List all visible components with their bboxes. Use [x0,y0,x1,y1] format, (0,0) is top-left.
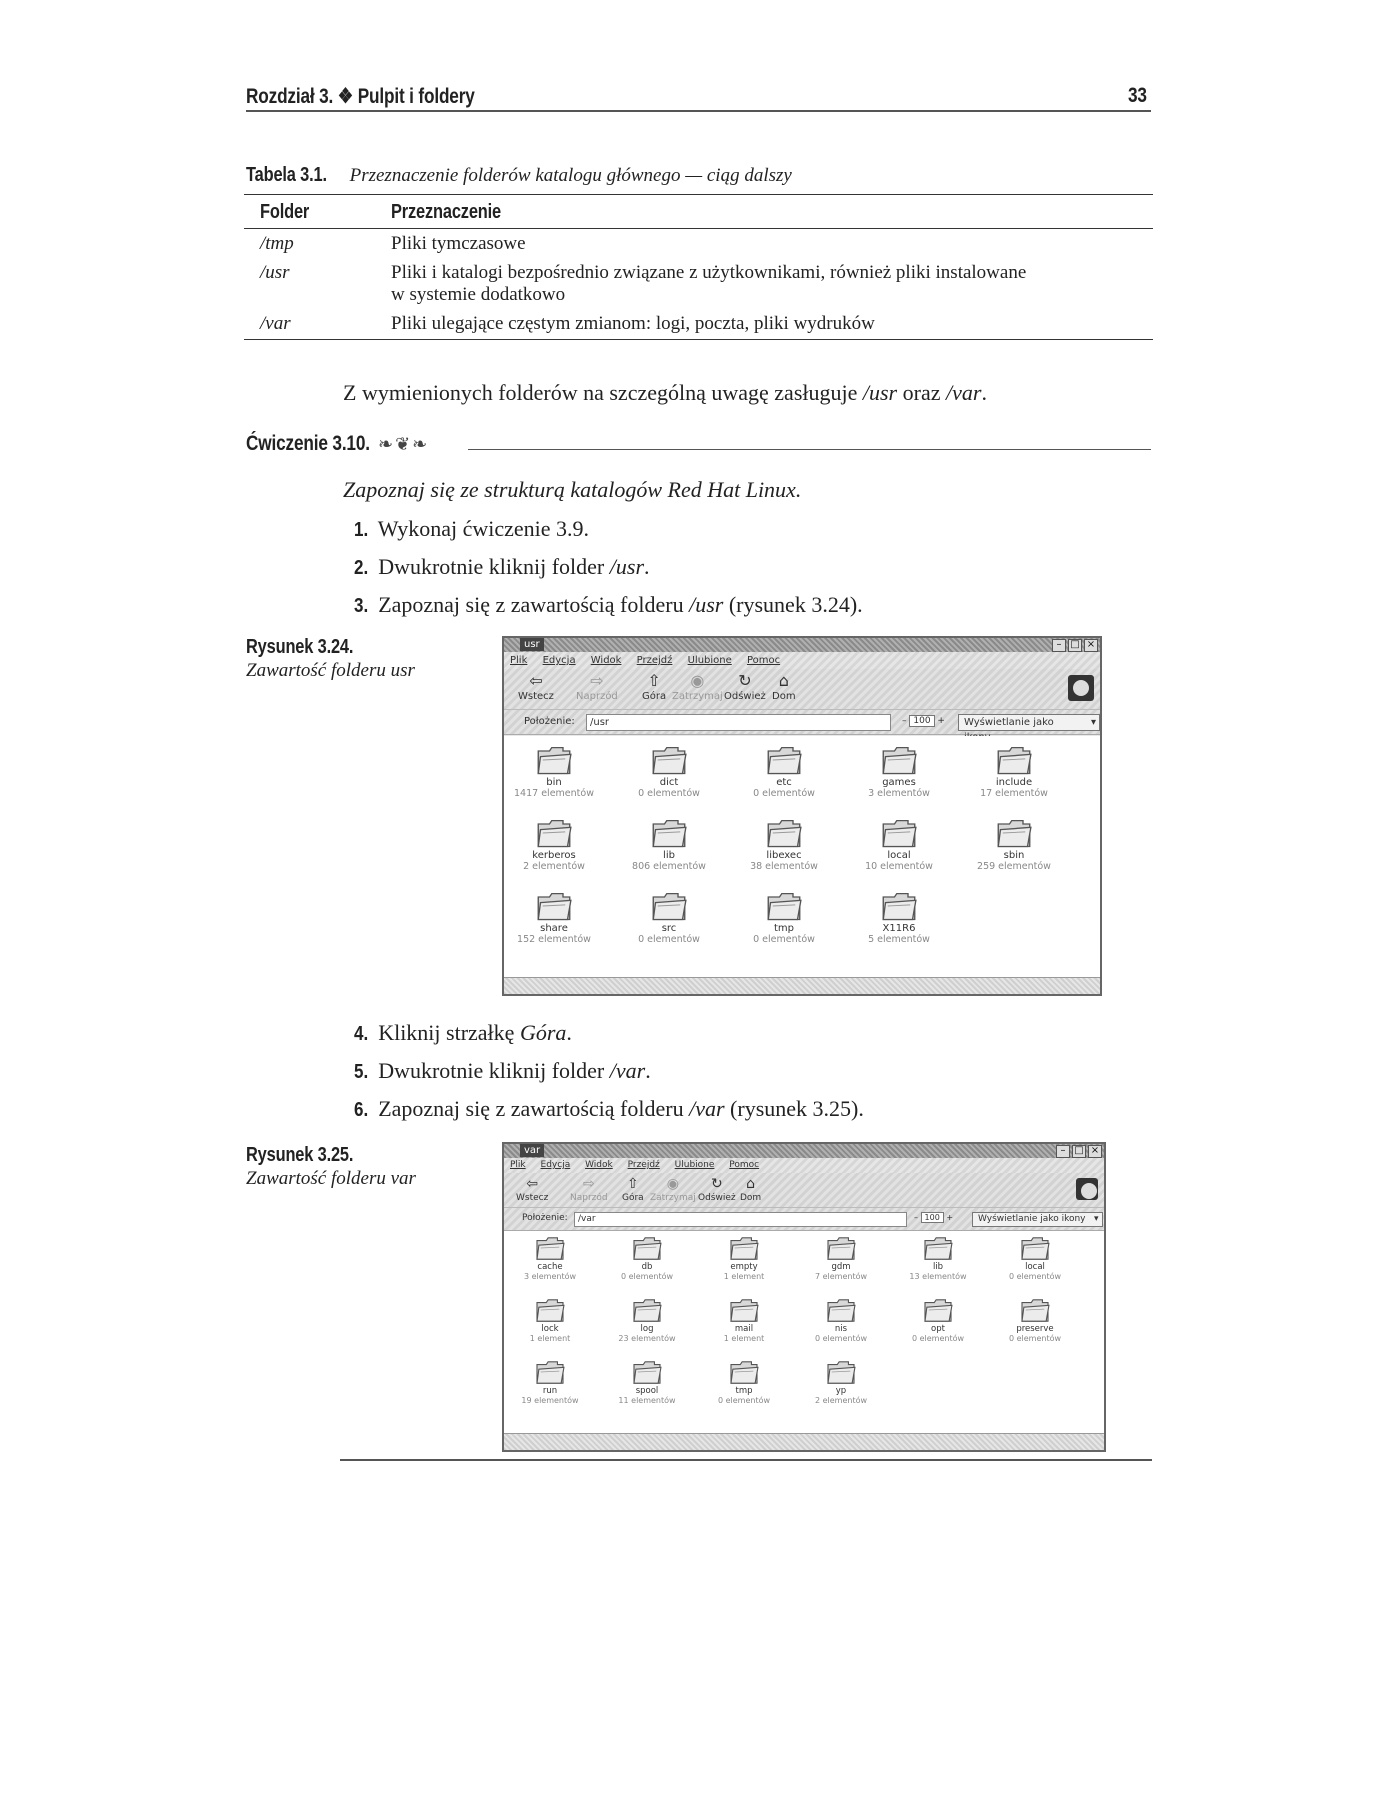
folder-icon [803,1297,879,1323]
folder-item-count: 1 element [529,1334,571,1343]
purpose-cell: Pliki ulegające częstym zmianom: logi, poczta, pliki wydruków [391,309,1153,340]
folder-icon [855,890,943,922]
stop-icon: ◉ [666,1176,679,1192]
folder-item[interactable] [855,890,943,945]
folder-icon [510,890,598,922]
view-mode-select[interactable]: Wyświetlanie jako ikony ▾ [972,1212,1103,1227]
menu-pomoc[interactable]: Pomoc [746,655,781,666]
throbber-logo-icon [1076,1178,1098,1200]
home-button[interactable]: ⌂ Dom [740,1176,762,1203]
folder-icon [625,817,713,849]
folder-item-count: 0 elementów [638,788,700,799]
folder-item-count: 19 elementów [521,1396,579,1405]
folder-item[interactable] [803,1297,879,1343]
location-input[interactable]: /usr [586,714,891,731]
ornament-icon: ❧❦❧ [378,434,430,454]
minimize-button[interactable]: – [1056,1145,1070,1158]
table-row [244,229,1153,259]
folder-item[interactable] [512,1297,588,1343]
step-3: 3. Zapoznaj się z zawartością folderu /usr (rysunek 3.24). [354,592,863,617]
menu-edycja[interactable]: Edycja [542,655,576,666]
folder-icon [997,1297,1073,1323]
folder-item-count: 1 element [723,1272,765,1281]
exercise-header [246,430,1151,460]
folder-name: lib [663,850,675,861]
folder-cell: /var [244,309,391,340]
home-icon: ⌂ [778,671,789,690]
folder-name: cache [537,1262,563,1272]
menu-widok[interactable]: Widok [590,655,622,666]
folder-item[interactable] [900,1235,976,1281]
refresh-button[interactable]: ↻ Odśwież [698,1176,736,1203]
folder-icon [512,1235,588,1261]
folder-item[interactable] [900,1297,976,1343]
menu-plik[interactable]: Plik [510,655,528,666]
folder-name: gdm [831,1262,851,1272]
location-bar [504,1208,1104,1231]
intro-paragraph: Z wymienionych folderów na szczególną uwagę zasługuje /usr oraz /var. [343,380,987,405]
folder-item-count: 2 elementów [814,1396,868,1405]
folder-icon [740,744,828,776]
folder-item[interactable] [510,744,598,799]
folder-item-count: 1417 elementów [514,788,594,799]
folder-item[interactable] [803,1235,879,1281]
view-mode-select[interactable]: Wyświetlanie jako ▾ [958,714,1100,731]
folder-icon [706,1359,782,1385]
folder-item-count: 3 elementów [523,1272,577,1281]
column-header-folder: Folder [244,195,391,229]
folder-item[interactable] [970,817,1058,872]
bottom-rule [340,1459,1152,1461]
folder-item[interactable] [625,817,713,872]
folder-item[interactable] [512,1359,588,1405]
folder-icon [740,817,828,849]
up-button[interactable]: ⇧ Góra [642,671,667,702]
refresh-icon: ↻ [710,1176,723,1192]
folder-item-count: 806 elementów [632,861,706,872]
folder-icon [510,817,598,849]
back-button[interactable]: ⇦ Wstecz [516,1176,549,1203]
step-5: 5. Dwukrotnie kliknij folder /var. [354,1058,651,1083]
throbber-logo-icon [1068,675,1094,701]
folder-item[interactable] [625,890,713,945]
arrow-left-icon: ⇦ [526,1176,539,1192]
folder-name: spool [635,1386,659,1396]
folder-name: mail [734,1324,754,1334]
toolbar [504,669,1100,710]
stop-button[interactable]: ◉ Zatrzymaj [650,1176,696,1203]
folder-item[interactable] [855,744,943,799]
toolbar [504,1173,1104,1208]
location-label: Położenie: [524,716,575,727]
minimize-button[interactable]: – [1052,639,1066,652]
folder-icon [900,1235,976,1261]
folder-item-count: 38 elementów [750,861,818,872]
folder-name: opt [931,1324,945,1334]
title-bar [504,638,1100,652]
exercise-label: Ćwiczenie 3.10. [246,432,370,455]
folder-icon [625,890,713,922]
folder-name: libexec [766,850,802,861]
table-caption-label: Tabela 3.1. [246,164,327,186]
table-caption [246,164,792,187]
arrow-right-icon: ⇨ [590,671,604,690]
folder-name: share [540,923,568,934]
folder-item-count: 10 elementów [865,861,933,872]
status-bar [504,1433,1104,1450]
folder-name: lib [932,1262,944,1272]
maximize-button[interactable]: □ [1072,1145,1086,1158]
folder-name: sbin [1003,850,1025,861]
close-button[interactable]: × [1088,1145,1102,1158]
folder-icon [740,890,828,922]
folder-icon [855,817,943,849]
folder-icon [706,1297,782,1323]
purpose-cell: Pliki tymczasowe [391,233,526,254]
folder-item-count: 7 elementów [814,1272,868,1281]
folder-item-count: 0 elementów [620,1272,674,1281]
home-button[interactable]: ⌂ Dom [772,671,796,702]
arrow-up-icon: ⇧ [647,671,661,690]
folder-item[interactable] [512,1235,588,1281]
refresh-button[interactable]: ↻ Odśwież [724,671,766,702]
figure-label: Rysunek 3.25. [246,1144,354,1166]
figure-caption: Zawartość folderu usr [246,660,415,681]
menu-pomoc[interactable]: Pomoc [729,1160,760,1170]
folder-item[interactable] [706,1359,782,1405]
folder-item-count: 11 elementów [618,1396,676,1405]
close-button[interactable]: × [1084,639,1098,652]
folder-item-count: 0 elementów [1008,1272,1062,1281]
up-button[interactable]: ⇧ Góra [622,1176,644,1203]
file-manager-window-usr [502,636,1102,996]
folder-name: nis [834,1324,848,1334]
folder-icon [609,1359,685,1385]
folder-icon [900,1297,976,1323]
step-1: 1. Wykonaj ćwiczenie 3.9. [354,516,590,541]
folder-item[interactable] [803,1359,879,1405]
status-bar [504,977,1100,994]
folder-name: local [1025,1262,1045,1272]
folder-icon [625,744,713,776]
step-2: 2. Dwukrotnie kliknij folder /usr. [354,554,650,579]
folder-item[interactable] [740,817,828,872]
folder-name: etc [776,777,792,788]
exercise-rule [468,449,1151,450]
maximize-button[interactable]: □ [1068,639,1082,652]
folder-item[interactable] [609,1359,685,1405]
folder-name: empty [730,1262,758,1272]
folder-item[interactable] [625,744,713,799]
folder-item-count: 152 elementów [517,934,591,945]
folder-name: kerberos [532,850,576,861]
folder-item[interactable] [510,890,598,945]
location-input[interactable]: /var [574,1212,907,1227]
column-header-purpose: Przeznaczenie [391,195,1153,229]
location-label: Położenie: [522,1213,568,1223]
table-header-row [244,195,1153,229]
folder-item-count: 0 elementów [911,1334,965,1343]
folder-item[interactable] [997,1235,1073,1281]
menu-bar [504,1158,1104,1173]
arrow-right-icon: ⇨ [582,1176,595,1192]
folder-item-count: 17 elementów [980,788,1048,799]
folder-item-count: 2 elementów [523,861,585,872]
folder-icon [855,744,943,776]
window-title: usr [520,638,544,651]
step-4: 4. Kliknij strzałkę Góra. [354,1020,572,1045]
folder-name: preserve [1016,1324,1054,1334]
icon-view [504,1231,1104,1434]
table-row [244,309,1153,340]
back-button[interactable]: ⇦ Wstecz [518,671,554,702]
folder-item-count: 5 elementów [868,934,930,945]
stop-button[interactable]: ◉ Zatrzymaj [672,671,723,702]
table-caption-text: Przeznaczenie folderów katalogu głównego — ciąg dalszy [349,165,792,186]
table-row [244,258,1153,309]
folder-name: yp [835,1386,847,1396]
folder-icon [706,1235,782,1261]
folder-item[interactable] [970,744,1058,799]
page-number: 33 [1128,84,1147,107]
folder-item[interactable] [706,1297,782,1343]
folder-cell: /tmp [260,233,294,254]
exercise-intro: Zapoznaj się ze strukturą katalogów Red Hat Linux. [343,477,802,502]
step-6: 6. Zapoznaj się z zawartością folderu /var (rysunek 3.25). [354,1096,864,1121]
menu-przejdz[interactable]: Przejdź [636,655,673,666]
menu-przejdz[interactable]: Przejdź [627,1160,660,1170]
folder-icon [510,744,598,776]
folder-item-count: 1 element [723,1334,765,1343]
folder-name: X11R6 [882,923,916,934]
folder-icon [512,1297,588,1323]
folder-name: tmp [773,923,794,934]
folder-icon [970,817,1058,849]
chapter-title: Rozdział 3. ❖ Pulpit i foldery [246,85,475,108]
refresh-icon: ↻ [738,671,752,690]
folder-name: tmp [735,1386,753,1396]
folder-item-count: 0 elementów [717,1396,771,1405]
forward-button[interactable]: ⇨ Naprzód [570,1176,608,1203]
folder-item[interactable] [855,817,943,872]
zoom-control[interactable]: – 100 + [914,1213,954,1222]
folder-item[interactable] [609,1235,685,1281]
folder-item-count: 13 elementów [909,1272,967,1281]
folder-item-count: 0 elementów [1008,1334,1062,1343]
folder-icon [997,1235,1073,1261]
folder-icon [609,1297,685,1323]
location-bar [504,710,1100,735]
folder-name: db [641,1262,653,1272]
folder-item-count: 0 elementów [638,934,700,945]
folder-item[interactable] [609,1297,685,1343]
menu-ulubione[interactable]: Ulubione [687,655,732,666]
folder-item[interactable] [510,817,598,872]
folder-name: dict [659,777,679,788]
folder-name: include [995,777,1033,788]
icon-view [504,736,1100,978]
folder-name: src [661,923,677,934]
folder-name: log [640,1324,654,1334]
menu-ulubione[interactable]: Ulubione [674,1160,715,1170]
folder-icon [970,744,1058,776]
folder-item[interactable] [997,1297,1073,1343]
menu-bar [504,652,1100,669]
arrow-left-icon: ⇦ [529,671,543,690]
folder-cell: /usr [260,262,290,283]
folder-item-count: 0 elementów [814,1334,868,1343]
stop-icon: ◉ [690,671,705,690]
menu-edycja[interactable]: Edycja [540,1160,571,1170]
arrow-up-icon: ⇧ [626,1176,639,1192]
folder-name: lock [541,1324,559,1334]
folder-item-count: 23 elementów [618,1334,676,1343]
file-manager-window-var [502,1142,1106,1452]
folder-item-count: 259 elementów [977,861,1051,872]
folder-icon [803,1235,879,1261]
figure-label: Rysunek 3.24. [246,636,354,658]
folder-icon [512,1359,588,1385]
menu-plik[interactable]: Plik [510,1160,526,1170]
folders-table [244,194,1153,340]
menu-widok[interactable]: Widok [585,1160,613,1170]
folder-item[interactable] [740,744,828,799]
folder-item-count: 0 elementów [753,788,815,799]
folder-item[interactable] [706,1235,782,1281]
window-title: var [520,1144,544,1157]
figure-caption: Zawartość folderu var [246,1168,416,1189]
zoom-control[interactable]: – 100 + [902,716,945,726]
folder-icon [609,1235,685,1261]
running-header [246,84,1151,112]
title-bar [504,1144,1104,1158]
forward-button[interactable]: ⇨ Naprzód [576,671,618,702]
folder-name: local [887,850,911,861]
folder-item[interactable] [740,890,828,945]
folder-name: games [882,777,916,788]
purpose-cell: Pliki i katalogi bezpośrednio związane z użytkownikami, również pliki instalowane w systemie dodatkowo [391,262,1027,305]
home-icon: ⌂ [746,1176,756,1192]
folder-name: run [542,1386,558,1396]
folder-item-count: 3 elementów [868,788,930,799]
folder-item-count: 0 elementów [753,934,815,945]
folder-icon [803,1359,879,1385]
folder-name: bin [546,777,562,788]
